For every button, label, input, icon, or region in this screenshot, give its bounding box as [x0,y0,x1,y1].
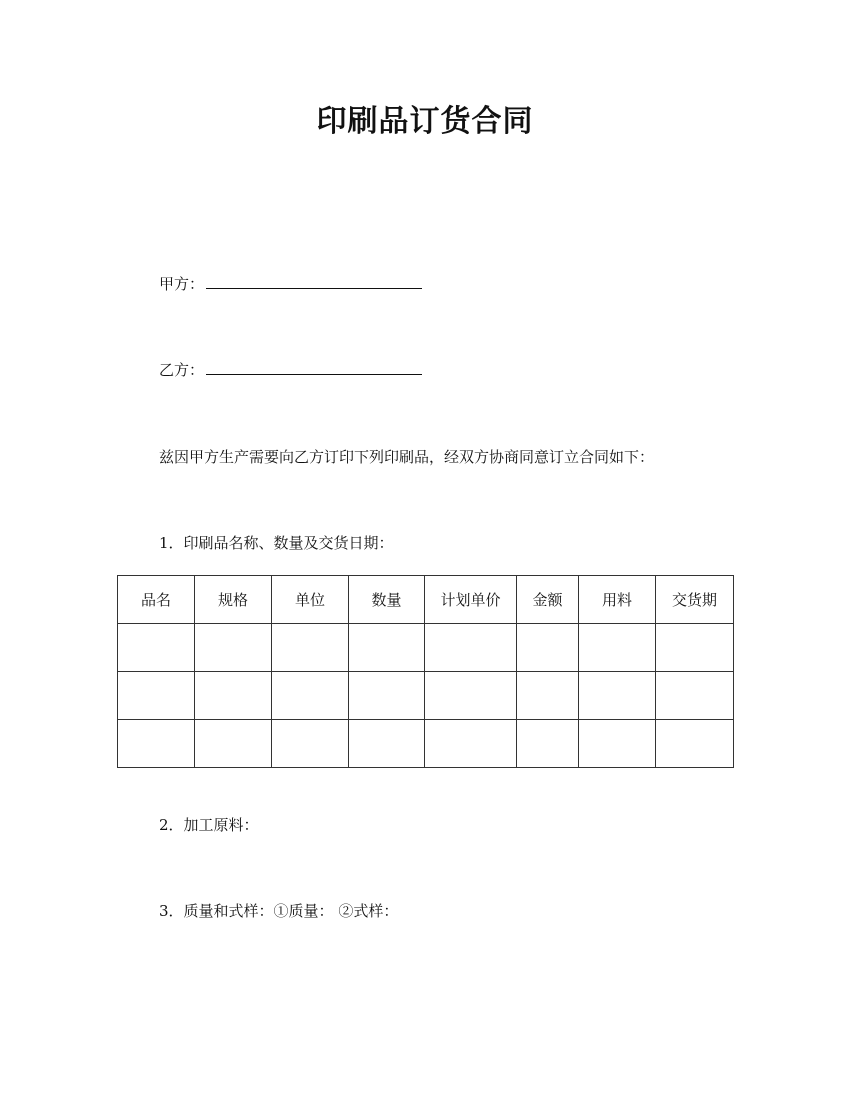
table-cell[interactable] [349,672,425,720]
table-cell[interactable] [272,624,349,672]
party-a-blank[interactable] [206,272,422,289]
table-cell[interactable] [579,720,656,768]
party-a-label: 甲方： [159,275,205,293]
table-cell[interactable] [272,672,349,720]
table-cell[interactable] [118,624,195,672]
header-delivery-date: 交货期 [656,576,734,624]
table-cell[interactable] [656,720,734,768]
table-cell[interactable] [579,624,656,672]
table-row [118,672,734,720]
section-1-heading: 1．印刷品名称、数量及交货日期： [159,534,394,552]
table-cell[interactable] [517,720,579,768]
party-b-label: 乙方： [159,361,205,379]
party-b-blank[interactable] [206,358,422,375]
header-name: 品名 [118,576,195,624]
table-cell[interactable] [349,720,425,768]
header-spec: 规格 [195,576,272,624]
header-quantity: 数量 [349,576,425,624]
header-amount: 金额 [517,576,579,624]
party-a-line [159,272,422,296]
table-header-row [118,576,734,624]
header-unit: 单位 [272,576,349,624]
table-cell[interactable] [425,720,517,768]
table-cell[interactable] [517,624,579,672]
table-cell[interactable] [425,624,517,672]
table-cell[interactable] [195,720,272,768]
table-cell[interactable] [118,672,195,720]
table-row [118,720,734,768]
table-cell[interactable] [349,624,425,672]
table-cell[interactable] [517,672,579,720]
party-b-line [159,358,422,382]
table-cell[interactable] [425,672,517,720]
section-2-heading: 2．加工原料： [159,816,259,834]
header-planned-unit-price: 计划单价 [425,576,517,624]
table-cell[interactable] [195,624,272,672]
table-cell[interactable] [195,672,272,720]
table-cell[interactable] [656,672,734,720]
table-row [118,624,734,672]
intro-paragraph: 兹因甲方生产需要向乙方订印下列印刷品，经双方协商同意订立合同如下： [159,448,655,466]
section-3-heading: 3．质量和式样：①质量： ②式样： [159,902,399,920]
table-cell[interactable] [579,672,656,720]
order-table [117,575,734,768]
document-title: 印刷品订货合同 [316,104,534,139]
table-cell[interactable] [272,720,349,768]
table-cell[interactable] [118,720,195,768]
table-cell[interactable] [656,624,734,672]
header-material: 用料 [579,576,656,624]
